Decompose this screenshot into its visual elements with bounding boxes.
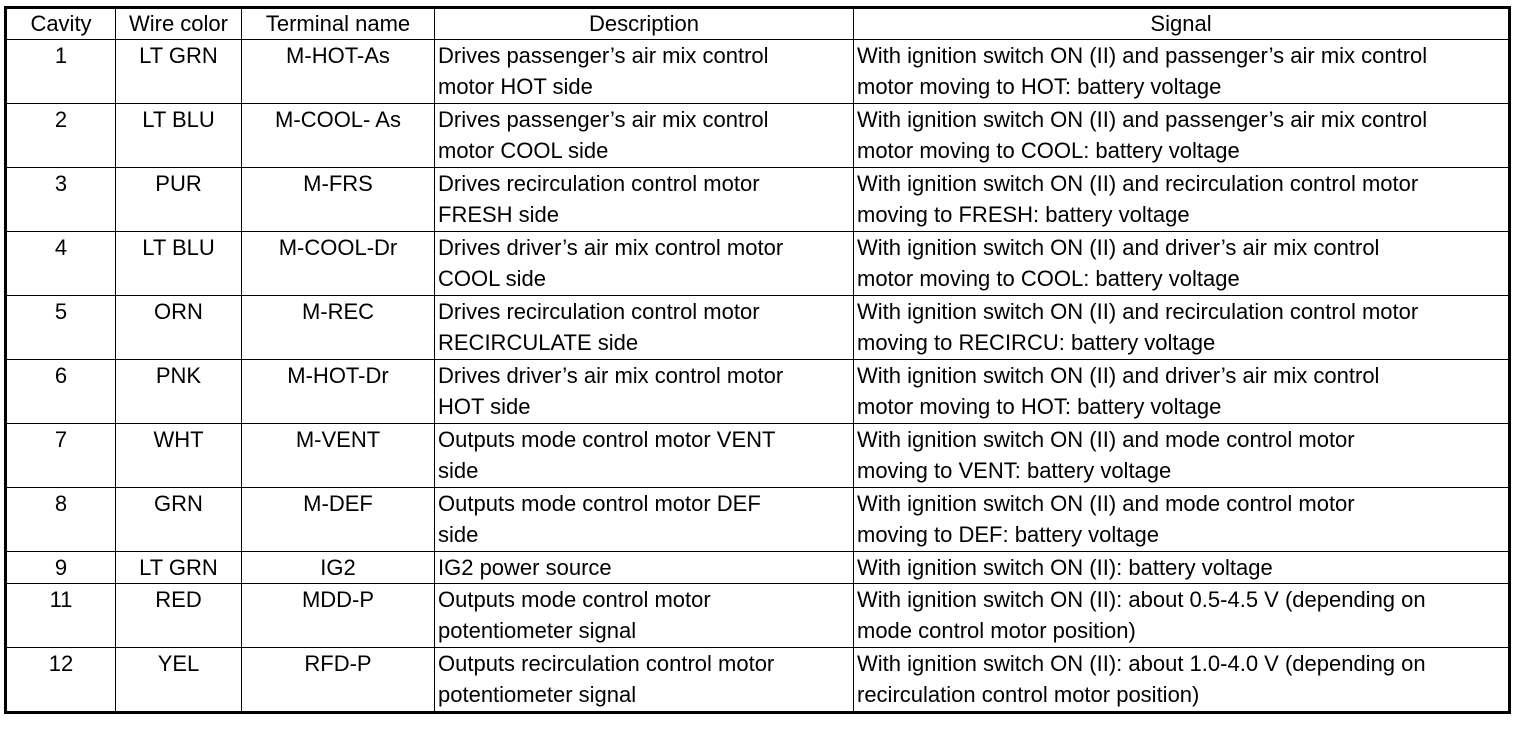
cell-wire-color-text: LT BLU: [142, 235, 215, 260]
cell-signal: [854, 648, 1510, 713]
cell-cavity-text: 8: [54, 491, 68, 516]
cell-wire-color: [116, 40, 242, 104]
cell-cavity-text: 1: [54, 43, 68, 68]
cell-wire-color-text: LT GRN: [139, 43, 218, 68]
cell-description-line: motor COOL side: [438, 138, 609, 163]
cell-wire-color: [116, 104, 242, 168]
cell-cavity: [6, 584, 116, 648]
cell-description: [435, 104, 854, 168]
cell-description-line: Outputs recirculation control motor: [438, 651, 775, 676]
cell-terminal-name: [242, 168, 435, 232]
cell-description-line: Outputs mode control motor VENT: [438, 427, 776, 452]
cell-cavity: [6, 104, 116, 168]
cell-description-line: COOL side: [438, 266, 547, 291]
cell-description-line: side: [438, 522, 479, 547]
cell-signal: [854, 232, 1510, 296]
cell-wire-color-text: PNK: [155, 363, 202, 388]
cell-description: [435, 296, 854, 360]
cell-description: [435, 232, 854, 296]
cell-signal: [854, 296, 1510, 360]
cell-signal-line: With ignition switch ON (II): about 0.5-4.5 V (depending on: [857, 587, 1426, 612]
cell-terminal-name: [242, 488, 435, 552]
table-row: [6, 552, 1510, 584]
cell-signal: [854, 168, 1510, 232]
cell-cavity: [6, 232, 116, 296]
cell-signal-line: With ignition switch ON (II) and mode control motor: [857, 427, 1355, 452]
cell-signal-line: motor moving to COOL: battery voltage: [857, 266, 1240, 291]
header-signal: Signal: [854, 8, 1510, 40]
cell-signal-line: With ignition switch ON (II) and recirculation control motor: [857, 299, 1419, 324]
cell-signal-line: With ignition switch ON (II) and passenger’s air mix control: [857, 43, 1428, 68]
header-description: Description: [435, 8, 854, 40]
cell-signal: [854, 584, 1510, 648]
cell-terminal-name: [242, 552, 435, 584]
cell-description-line: Drives driver’s air mix control motor: [438, 363, 784, 388]
cell-terminal-name-text: MDD-P: [301, 587, 375, 612]
cell-wire-color-text: WHT: [153, 427, 204, 452]
cell-signal-line: moving to VENT: battery voltage: [857, 458, 1172, 483]
cell-signal: [854, 552, 1510, 584]
cell-signal-line: With ignition switch ON (II) and driver’s air mix control: [857, 235, 1380, 260]
cell-description: [435, 40, 854, 104]
cell-wire-color: [116, 488, 242, 552]
cell-signal: [854, 488, 1510, 552]
cell-terminal-name: [242, 360, 435, 424]
cell-terminal-name-text: RFD-P: [304, 651, 372, 676]
cell-cavity: [6, 552, 116, 584]
cell-description: [435, 488, 854, 552]
table-row: [6, 424, 1510, 488]
cell-cavity: [6, 488, 116, 552]
cell-description-line: FRESH side: [438, 202, 560, 227]
cell-description: [435, 360, 854, 424]
cell-signal-line: With ignition switch ON (II): about 1.0-4.0 V (depending on: [857, 651, 1426, 676]
cell-cavity-text: 12: [48, 651, 74, 676]
table-body: [6, 40, 1510, 713]
cell-cavity: [6, 360, 116, 424]
cell-description-line: Drives passenger’s air mix control: [438, 107, 769, 132]
cell-wire-color-text: RED: [155, 587, 202, 612]
cell-signal-line: motor moving to HOT: battery voltage: [857, 74, 1222, 99]
cell-signal-line: moving to RECIRCU: battery voltage: [857, 330, 1216, 355]
cell-wire-color: [116, 296, 242, 360]
table-header: [6, 8, 1510, 40]
connector-table-container: [4, 6, 1508, 714]
header-row: [6, 8, 1510, 40]
cell-description-line: motor HOT side: [438, 74, 593, 99]
cell-signal: [854, 360, 1510, 424]
cell-signal: [854, 40, 1510, 104]
cell-signal-line: With ignition switch ON (II): battery voltage: [857, 555, 1273, 580]
cell-terminal-name-text: M-HOT-Dr: [287, 363, 389, 388]
cell-signal-line: moving to FRESH: battery voltage: [857, 202, 1190, 227]
cell-terminal-name-text: M-REC: [301, 299, 375, 324]
cell-description-line: RECIRCULATE side: [438, 330, 639, 355]
cell-wire-color-text: GRN: [154, 491, 203, 516]
cell-wire-color: [116, 648, 242, 713]
table-row: [6, 104, 1510, 168]
cell-signal-line: mode control motor position): [857, 618, 1136, 643]
cell-wire-color-text: LT BLU: [142, 107, 215, 132]
cell-signal-line: motor moving to HOT: battery voltage: [857, 394, 1222, 419]
cell-wire-color: [116, 584, 242, 648]
cell-terminal-name: [242, 104, 435, 168]
table-row: [6, 296, 1510, 360]
cell-terminal-name-text: IG2: [320, 555, 356, 580]
cell-terminal-name: [242, 296, 435, 360]
cell-terminal-name: [242, 584, 435, 648]
cell-terminal-name: [242, 232, 435, 296]
cell-cavity-text: 7: [54, 427, 68, 452]
cell-signal: [854, 104, 1510, 168]
table-row: [6, 488, 1510, 552]
cell-description: [435, 424, 854, 488]
cell-terminal-name: [242, 648, 435, 713]
cell-description-line: Drives passenger’s air mix control: [438, 43, 769, 68]
cell-description-line: Drives recirculation control motor: [438, 171, 760, 196]
cell-terminal-name-text: M-HOT-As: [286, 43, 390, 68]
cell-wire-color: [116, 424, 242, 488]
cell-wire-color: [116, 552, 242, 584]
cell-signal-line: With ignition switch ON (II) and passenger’s air mix control: [857, 107, 1428, 132]
cell-cavity: [6, 40, 116, 104]
cell-signal-line: With ignition switch ON (II) and mode control motor: [857, 491, 1355, 516]
cell-wire-color: [116, 168, 242, 232]
cell-wire-color-text: YEL: [157, 651, 200, 676]
cell-terminal-name-text: M-DEF: [303, 491, 373, 516]
cell-description: [435, 552, 854, 584]
cell-cavity-text: 9: [54, 555, 68, 580]
cell-description-line: Drives recirculation control motor: [438, 299, 760, 324]
cell-wire-color-text: LT GRN: [139, 555, 218, 580]
cell-cavity-text: 3: [54, 171, 68, 196]
cell-cavity-text: 4: [54, 235, 68, 260]
table-row: [6, 40, 1510, 104]
cell-description: [435, 168, 854, 232]
cell-signal: [854, 424, 1510, 488]
cell-description-line: Drives driver’s air mix control motor: [438, 235, 784, 260]
cell-cavity-text: 6: [54, 363, 68, 388]
cell-cavity: [6, 424, 116, 488]
cell-signal-line: With ignition switch ON (II) and driver’s air mix control: [857, 363, 1380, 388]
cell-description-line: HOT side: [438, 394, 531, 419]
cell-terminal-name-text: M-COOL- As: [275, 107, 401, 132]
table-row: [6, 360, 1510, 424]
cell-signal-line: moving to DEF: battery voltage: [857, 522, 1160, 547]
cell-wire-color: [116, 232, 242, 296]
cell-description: [435, 648, 854, 713]
cell-terminal-name: [242, 40, 435, 104]
cell-description-line: potentiometer signal: [438, 682, 637, 707]
cell-description-line: IG2 power source: [438, 555, 612, 580]
cell-cavity-text: 2: [54, 107, 68, 132]
header-wire-color: Wire color: [116, 8, 242, 40]
cell-description-line: Outputs mode control motor DEF: [438, 491, 761, 516]
cell-description-line: potentiometer signal: [438, 618, 637, 643]
cell-cavity-text: 11: [49, 587, 73, 612]
cell-description: [435, 584, 854, 648]
header-cavity: Cavity: [6, 8, 116, 40]
cell-cavity: [6, 296, 116, 360]
cell-terminal-name: [242, 424, 435, 488]
cell-terminal-name-text: M-VENT: [295, 427, 381, 452]
cell-terminal-name-text: M-FRS: [303, 171, 373, 196]
cell-cavity: [6, 648, 116, 713]
cell-signal-line: With ignition switch ON (II) and recirculation control motor: [857, 171, 1419, 196]
connector-terminal-table: [4, 6, 1511, 714]
table-row: [6, 232, 1510, 296]
table-row: [6, 648, 1510, 713]
cell-cavity: [6, 168, 116, 232]
cell-signal-line: recirculation control motor position): [857, 682, 1200, 707]
table-row: [6, 168, 1510, 232]
table-row: [6, 584, 1510, 648]
cell-terminal-name-text: M-COOL-Dr: [278, 235, 398, 260]
cell-signal-line: motor moving to COOL: battery voltage: [857, 138, 1240, 163]
cell-cavity-text: 5: [54, 299, 68, 324]
cell-wire-color: [116, 360, 242, 424]
cell-description-line: side: [438, 458, 479, 483]
cell-wire-color-text: PUR: [155, 171, 202, 196]
header-terminal-name: Terminal name: [242, 8, 435, 40]
cell-description-line: Outputs mode control motor: [438, 587, 711, 612]
cell-wire-color-text: ORN: [154, 299, 203, 324]
